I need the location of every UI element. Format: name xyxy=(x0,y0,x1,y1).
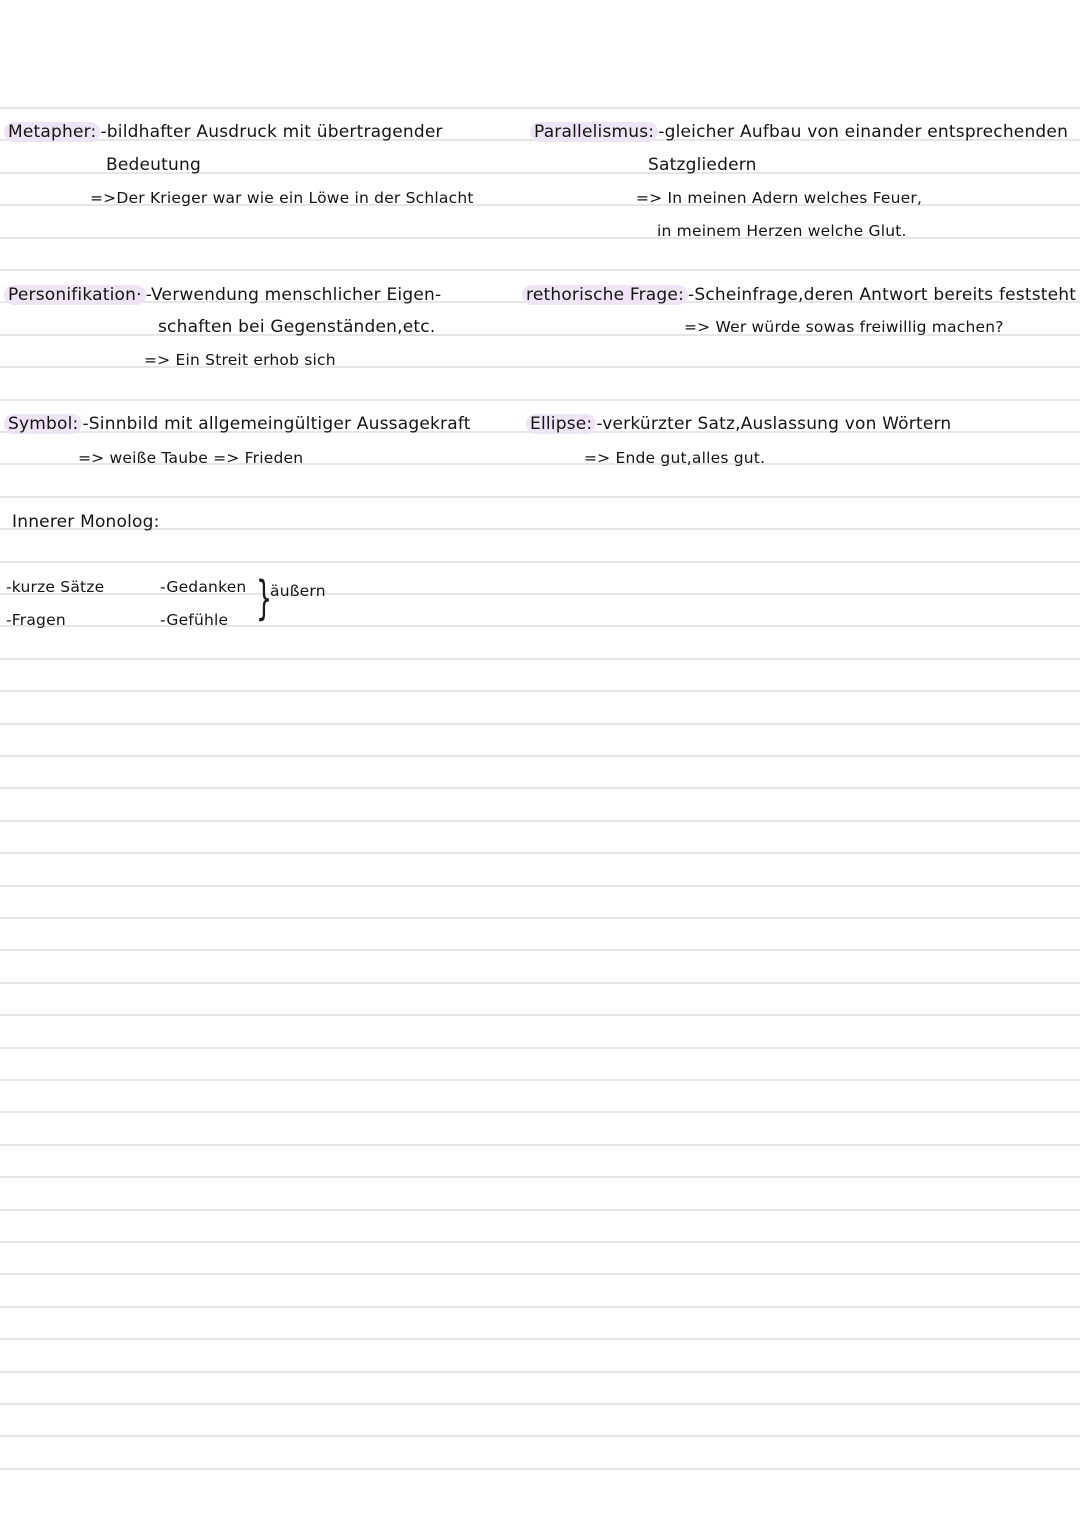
term-label: Symbol: xyxy=(4,414,82,434)
ruled-line xyxy=(0,1047,1080,1049)
ruled-line xyxy=(0,1435,1080,1437)
term-label: Metapher: xyxy=(4,122,100,142)
entry-ellipse xyxy=(530,413,951,435)
ruled-line xyxy=(0,820,1080,822)
ruled-line xyxy=(0,1144,1080,1146)
definition-text: -gleicher Aufbau von einander entsprechenden xyxy=(658,122,1069,142)
ruled-line xyxy=(0,561,1080,563)
ruled-line xyxy=(0,982,1080,984)
ruled-line xyxy=(0,885,1080,887)
ruled-line xyxy=(0,787,1080,789)
entry-parallelismus xyxy=(534,121,1068,143)
expressed-item: -Gedanken xyxy=(160,578,247,596)
section-heading-innerer-monolog: Innerer Monolog: xyxy=(12,512,160,532)
feature-item: -kurze Sätze xyxy=(6,578,105,596)
definition-text: -Verwendung menschlicher Eigen- xyxy=(145,285,442,305)
entry-rethorische-frage xyxy=(526,284,1076,306)
feature-item: -Fragen xyxy=(6,611,66,629)
ruled-line xyxy=(0,528,1080,530)
ruled-line xyxy=(0,1371,1080,1373)
curly-brace-icon: } xyxy=(256,571,273,625)
definition-text: -Sinnbild mit allgemeingültiger Aussagekraft xyxy=(82,414,471,434)
example-text: => weiße Taube => Frieden xyxy=(78,449,304,467)
ruled-line xyxy=(0,1241,1080,1243)
ruled-line xyxy=(0,1176,1080,1178)
ruled-line xyxy=(0,1306,1080,1308)
brace-label: äußern xyxy=(270,582,326,600)
definition-text: -Scheinfrage,deren Antwort bereits feststeht xyxy=(688,285,1077,305)
ruled-line xyxy=(0,949,1080,951)
ruled-line xyxy=(0,399,1080,401)
example-text: => Ende gut,alles gut. xyxy=(584,449,766,467)
ruled-line xyxy=(0,1338,1080,1340)
ruled-line xyxy=(0,237,1080,239)
example-text: => In meinen Adern welches Feuer, xyxy=(636,189,923,207)
ruled-line xyxy=(0,852,1080,854)
ruled-line xyxy=(0,107,1080,109)
example-text: => Ein Streit erhob sich xyxy=(144,351,336,369)
ruled-line xyxy=(0,269,1080,271)
definition-continuation: Satzgliedern xyxy=(648,155,757,175)
term-label: Personifikation· xyxy=(4,285,146,305)
ruled-line xyxy=(0,496,1080,498)
example-text: => Wer würde sowas freiwillig machen? xyxy=(684,318,1004,336)
ruled-line xyxy=(0,1079,1080,1081)
ruled-line xyxy=(0,917,1080,919)
entry-symbol xyxy=(8,413,471,435)
definition-continuation: schaften bei Gegenständen,etc. xyxy=(158,317,436,337)
term-label: rethorische Frage: xyxy=(522,285,688,305)
definition-text: -bildhafter Ausdruck mit übertragender xyxy=(100,122,443,142)
entry-metapher xyxy=(8,121,443,143)
term-label: Parallelismus: xyxy=(530,122,658,142)
ruled-line xyxy=(0,1209,1080,1211)
ruled-line xyxy=(0,1468,1080,1470)
definition-continuation: Bedeutung xyxy=(106,155,201,175)
ruled-line xyxy=(0,690,1080,692)
term-label: Ellipse: xyxy=(526,414,596,434)
ruled-line xyxy=(0,1273,1080,1275)
entry-personifikation xyxy=(8,284,441,306)
example-text: =>Der Krieger war wie ein Löwe in der Schlacht xyxy=(90,189,474,207)
ruled-line xyxy=(0,1014,1080,1016)
ruled-line xyxy=(0,755,1080,757)
ruled-line xyxy=(0,1111,1080,1113)
example-text-continuation: in meinem Herzen welche Glut. xyxy=(657,222,907,240)
ruled-line xyxy=(0,723,1080,725)
expressed-item: -Gefühle xyxy=(160,611,229,629)
definition-text: -verkürzter Satz,Auslassung von Wörtern xyxy=(596,414,952,434)
ruled-line xyxy=(0,658,1080,660)
ruled-line xyxy=(0,1403,1080,1405)
